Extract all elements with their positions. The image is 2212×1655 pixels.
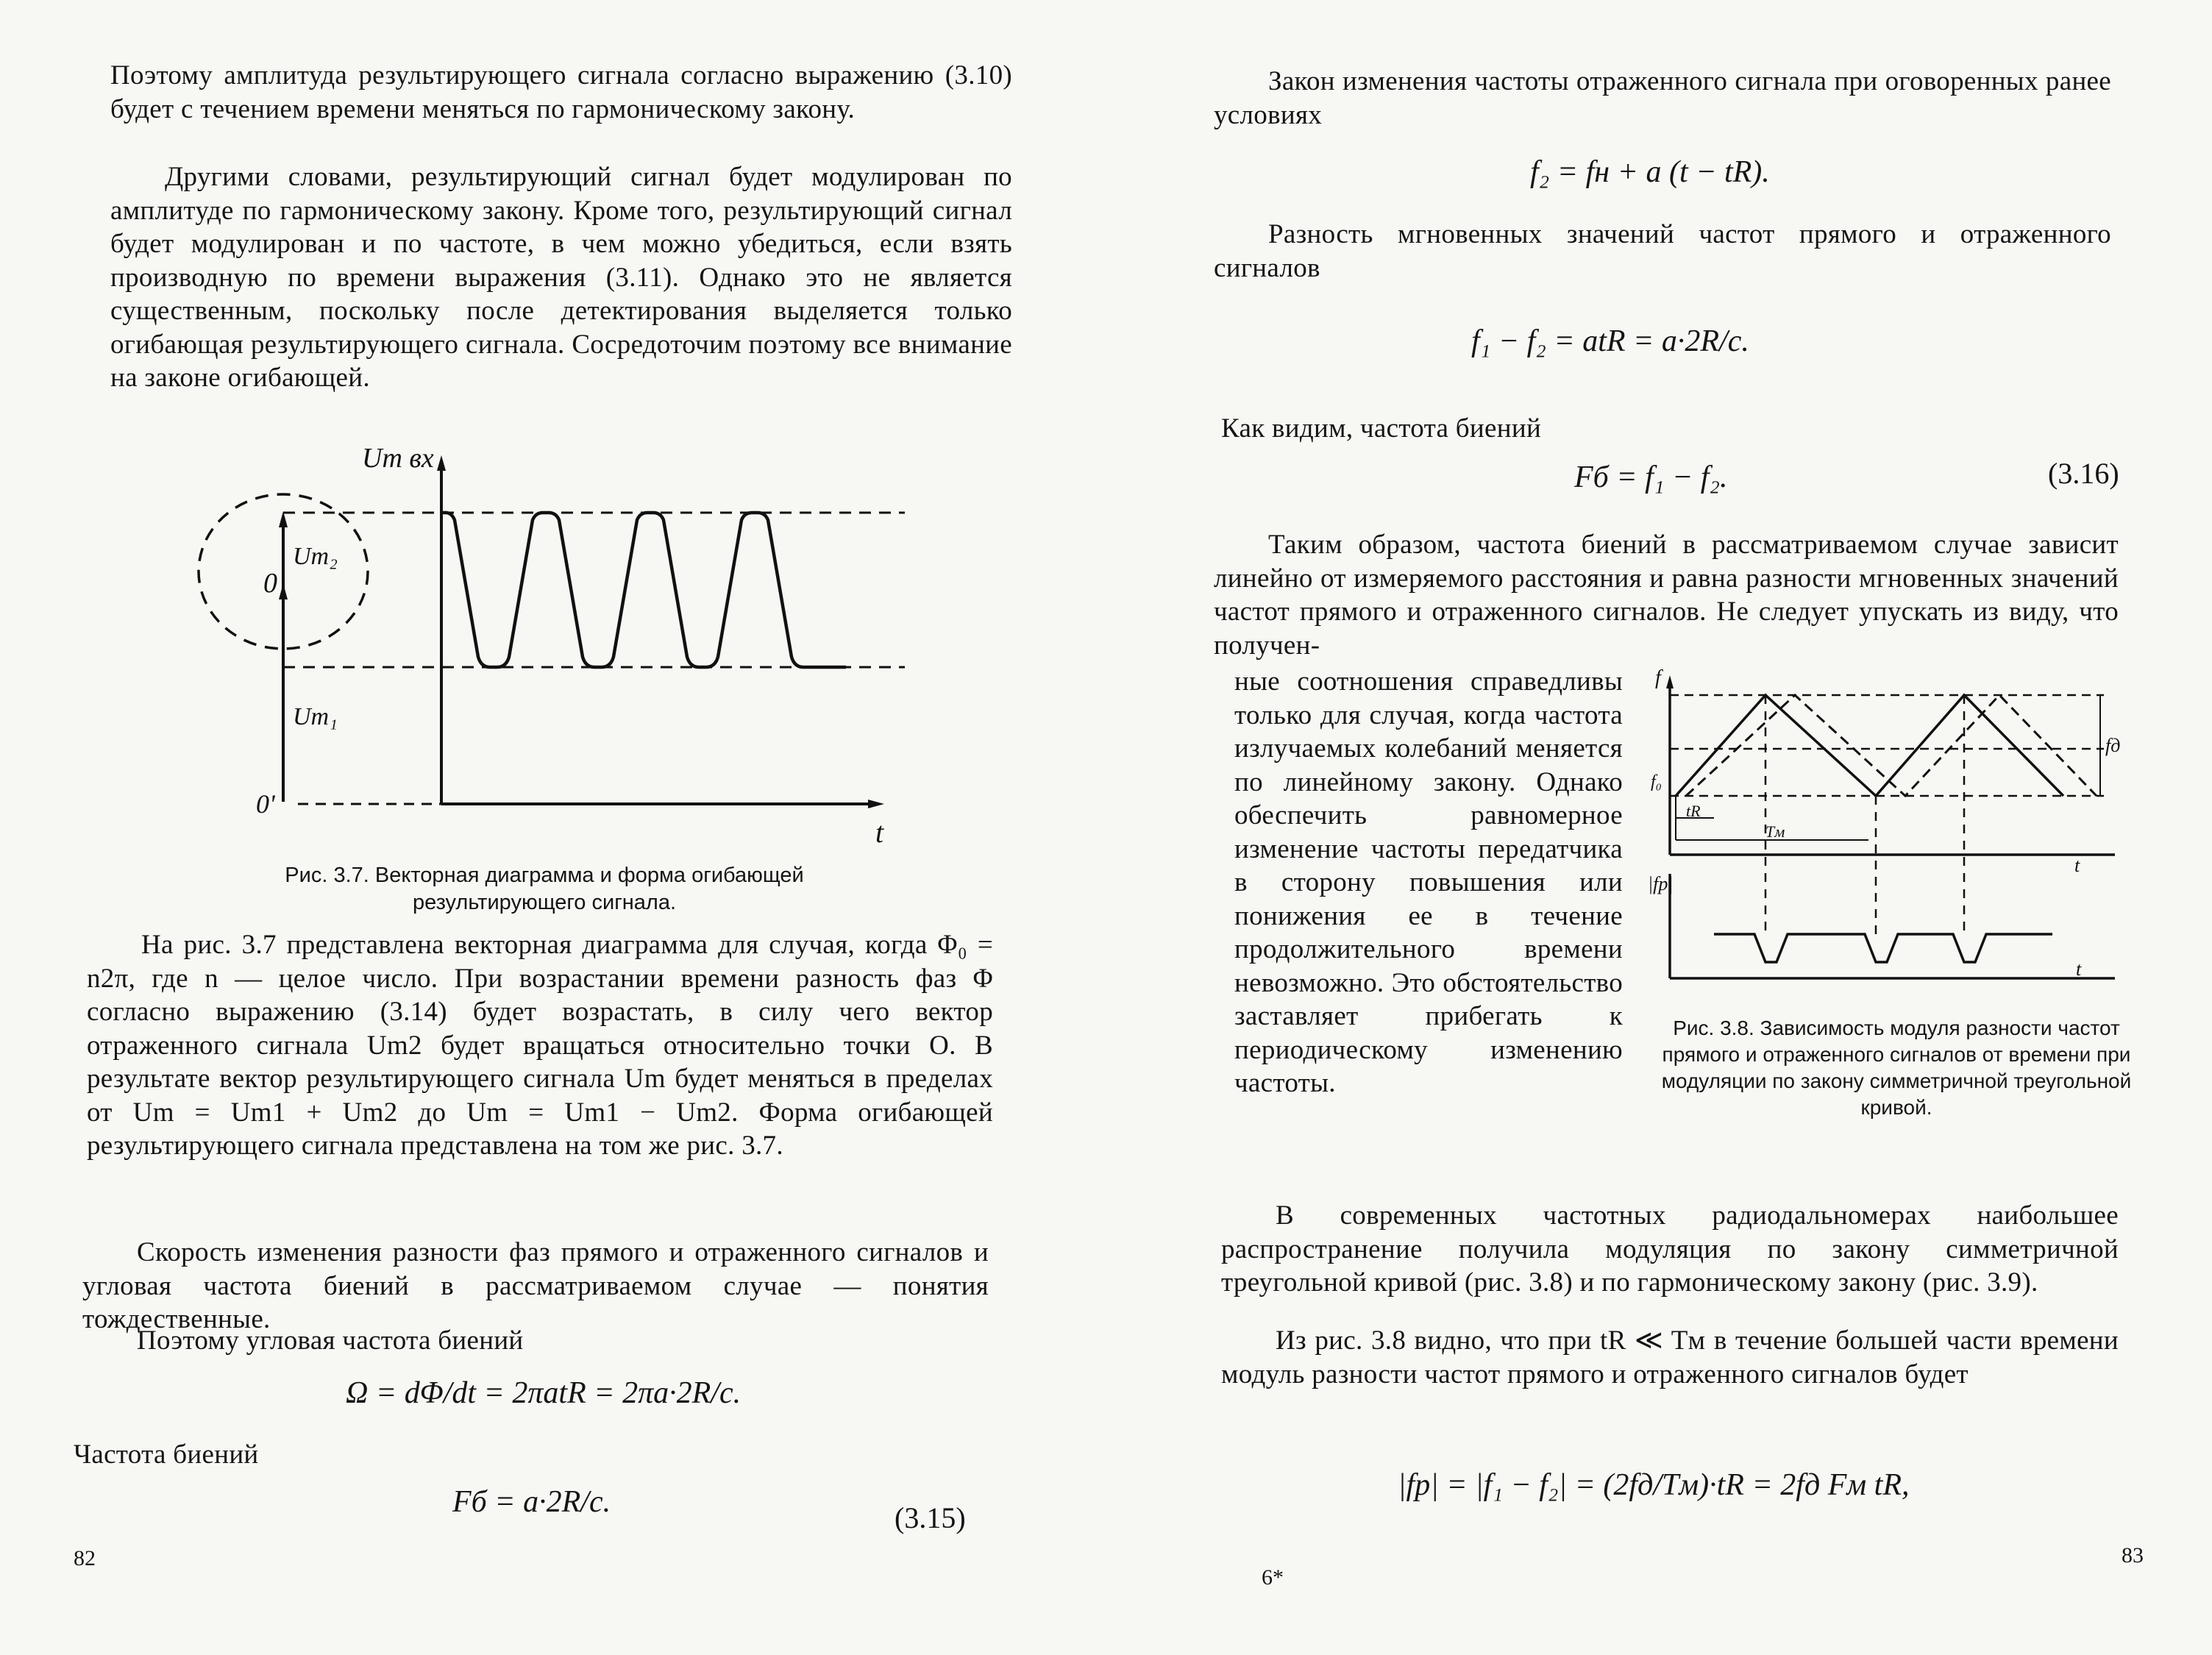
f0-label: f₀: [1651, 772, 1662, 791]
paragraph: Скорость изменения разности фаз прямого и отраженного сигналов и угловая частота биений в рассматриваемом случае — понятия тождественные.: [82, 1237, 989, 1334]
t-label: t: [875, 816, 884, 849]
paragraph: Частота биений: [74, 1439, 259, 1470]
t-label: t: [2076, 958, 2082, 980]
right-page: [1103, 0, 2212, 1655]
signature-mark: 6*: [1262, 1565, 1284, 1590]
page-number: 83: [2122, 1543, 2144, 1567]
paragraph: Другими словами, результирующий сигнал будет модулирован по амплитуде по гармоническому закону. Кроме того, результирующий сигнал будет модулирован и по частоте, в чем можно убедиться, если взять производную по времени выражения (3.11). Однако это не является существенным, поскольку после детектирования выделяется только огибающая результирующего сигнала. Сосредоточим поэтому все внимание на законе огибающей.: [110, 162, 1012, 393]
figure-3-8: [1648, 669, 2133, 986]
tr-label: tR: [1686, 802, 1701, 820]
paragraph: Таким образом, частота биений в рассматриваемом случае зависит линейно от измеряемого расстояния и равна разности мгновенных значений частот прямого и отраженного сигналов. Не следует упускать из виду, что получен-: [1214, 530, 2119, 661]
page-number: 82: [74, 1546, 96, 1570]
paragraph: На рис. 3.7 представлена векторная диаграмма для случая, когда Φ₀ = n2π, где n — целое число. При возрастании времени разность фаз Φ согласно выражению (3.14) будет возрастать, в силу чего вектор отраженного сигнала Um2 будет вращаться относительно точки О. В результате вектор результирующего сигнала Um будет меняться в пределах от Um = Um1 + Um2 до Um = Um1 − Um2. Форма огибающей результирующего сигнала представлена на том же рис. 3.7.: [87, 930, 993, 1161]
paragraph: В современных частотных радиодальномерах наибольшее распространение получила модуляция по закону симметричной треугольной кривой (рис. 3.8) и по гармоническому закону (рис. 3.9).: [1221, 1200, 2119, 1298]
equation-number: (3.16): [2048, 457, 2119, 490]
figure-caption: Рис. 3.8. Зависимость модуля разности частот прямого и отраженного сигналов от времени при модуляции по закону симметричной треугольной кривой.: [1661, 1017, 2132, 1119]
y-axis-label: Um вх: [362, 445, 434, 474]
transmitted-frequency: [1676, 695, 2063, 796]
beat-frequency-curve: [1714, 934, 2052, 962]
o-label: 0: [263, 568, 277, 599]
paragraph: Как видим, частота биений: [1221, 413, 1542, 444]
y-axis-arrow: [437, 455, 446, 471]
left-page: [0, 0, 1103, 1655]
o-prime-label: 0': [256, 789, 275, 819]
um1-arrow: [279, 583, 288, 599]
um2-label: Um₂: [293, 543, 338, 570]
figure-3-7: [169, 445, 949, 868]
equation-number: (3.15): [895, 1501, 966, 1534]
formula-difference: f₁ − f₂ = atR = a·2R/c.: [1471, 324, 1749, 358]
paragraph: Поэтому амплитуда результирующего сигнала согласно выражению (3.10) будет с течением времени меняться по гармоническому закону.: [110, 60, 1012, 124]
t-axis-arrow: [868, 800, 884, 808]
formula-f2: f₂ = fн + a (t − tR).: [1530, 155, 1770, 189]
f-axis-arrow: [1666, 675, 1674, 688]
reflected-frequency: [1686, 695, 2097, 796]
fd-label: fд: [2105, 735, 2121, 756]
paragraph: Разность мгновенных значений частот прямого и отраженного сигналов: [1214, 219, 2111, 283]
tm-label: Tм: [1765, 822, 1785, 841]
formula-fp: |fр| = |f₁ − f₂| = (2fд/Tм)·tR = 2fд Fм tR,: [1398, 1468, 1910, 1502]
um1-label: Um₁: [293, 703, 338, 730]
paragraph: ные соотношения справедливы только для случая, когда частота излучаемых колебаний меняется по линейному закону. Однако обеспечить равномерное изменение частоты передатчика в сторону повышения или понижения ее в течение продолжительного времени невозможно. Это обстоятельство заставляет прибегать к периодическому изменению частоты.: [1234, 666, 1623, 1098]
paragraph: Закон изменения частоты отраженного сигнала при оговоренных ранее условиях: [1214, 66, 2111, 130]
formula-beat-frequency: Fб = f₁ − f₂.: [1574, 460, 1728, 494]
paragraph: Из рис. 3.8 видно, что при tR ≪ Tм в течение большей части времени модуль разности частот прямого и отраженного сигналов будет: [1221, 1325, 2119, 1389]
f-label: f: [1655, 669, 1661, 689]
formula-beat-frequency: Fб = a·2R/c.: [452, 1485, 611, 1519]
envelope-waveform: [441, 513, 846, 667]
formula-omega: Ω = dΦ/dt = 2πatR = 2πa·2R/c.: [346, 1376, 742, 1410]
paragraph: Поэтому угловая частота биений: [137, 1325, 524, 1356]
fp-label: |fр|: [1648, 873, 1674, 894]
t-label: t: [2074, 855, 2080, 876]
figure-caption: Рис. 3.7. Векторная диаграмма и форма огибающей результирующего сигнала.: [285, 864, 804, 914]
